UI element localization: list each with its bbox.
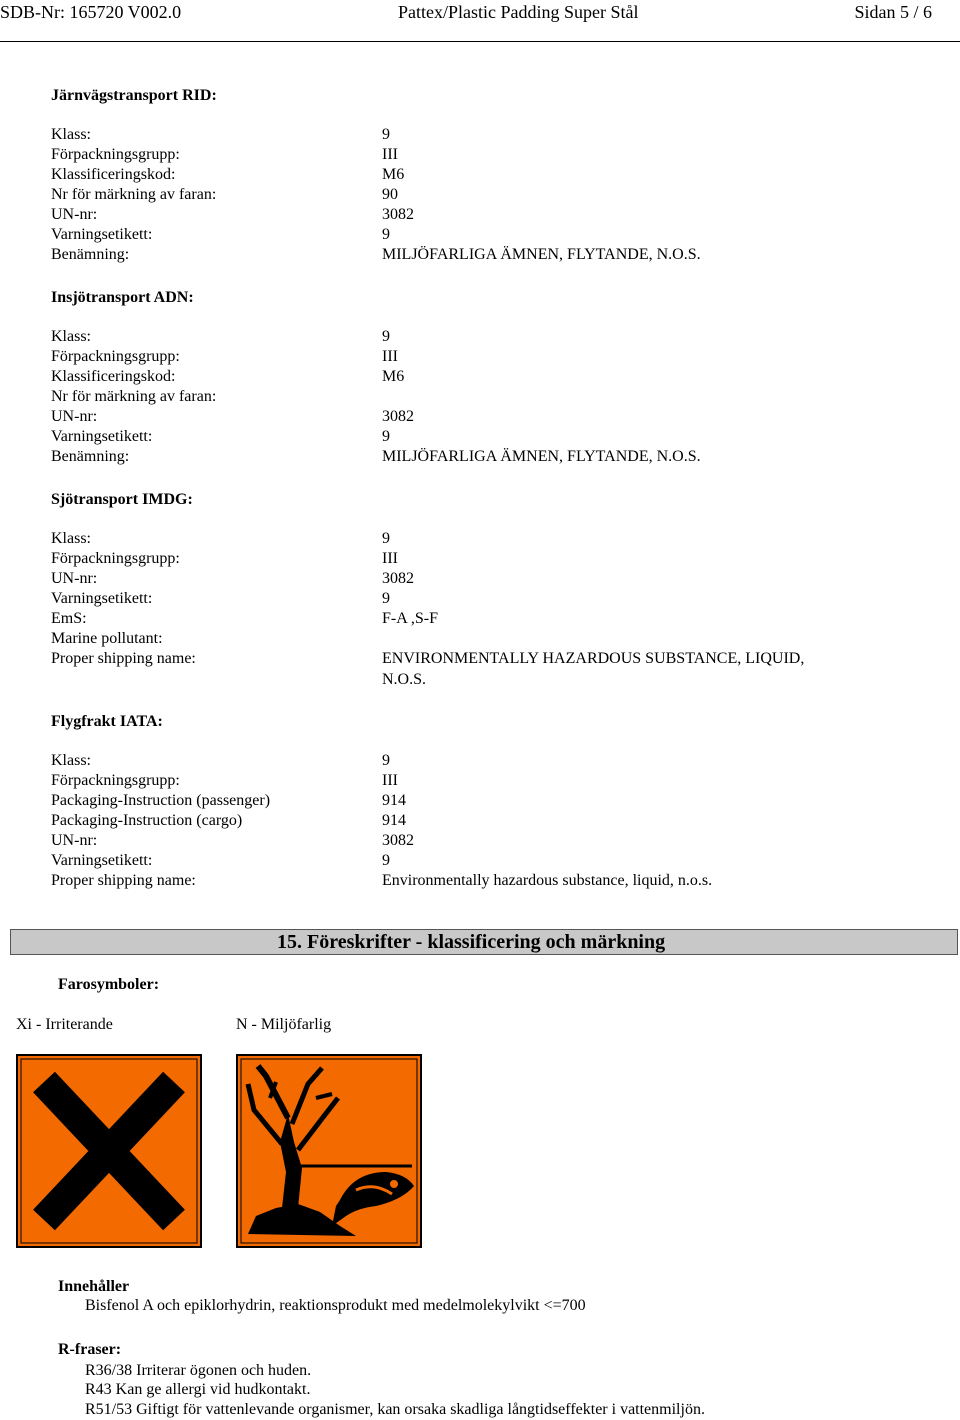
section-15-title: 15. Föreskrifter - klassificering och märkning — [277, 931, 666, 953]
page-number: Sidan 5 / 6 — [854, 2, 932, 22]
row-value: 9 — [382, 530, 390, 547]
imdg-row — [51, 570, 951, 590]
adn-row — [51, 388, 951, 408]
row-value: 9 — [382, 126, 390, 143]
row-value: 9 — [382, 428, 390, 445]
iata-row — [51, 772, 951, 792]
iata-row — [51, 752, 951, 772]
row-label: Packaging-Instruction (passenger) — [51, 792, 271, 809]
row-label: Klass: — [51, 126, 91, 143]
product-name: Pattex/Plastic Padding Super Stål — [398, 2, 639, 22]
imdg-title: Sjötransport IMDG: — [51, 491, 193, 508]
row-value: III — [382, 772, 398, 789]
rid-row — [51, 186, 951, 206]
row-label: Förpackningsgrupp: — [51, 348, 180, 365]
row-value: 3082 — [382, 832, 414, 849]
row-label: Förpackningsgrupp: — [51, 550, 180, 567]
rid-row — [51, 146, 951, 166]
contains-label: Innehåller — [58, 1278, 130, 1295]
row-label: Förpackningsgrupp: — [51, 772, 180, 789]
imdg-row — [51, 530, 951, 550]
irritant-label: Xi - Irriterande — [16, 1016, 113, 1033]
contains-value: Bisfenol A och epiklorhydrin, reaktionsprodukt med medelmolekylvikt <=700 — [85, 1297, 586, 1314]
rid-row — [51, 206, 951, 226]
row-label: Varningsetikett: — [51, 226, 153, 243]
row-label: Nr för märkning av faran: — [51, 186, 217, 203]
r-phrase: R36/38 Irriterar ögonen och huden. — [85, 1362, 312, 1379]
row-label: Benämning: — [51, 246, 130, 263]
document-number: SDB-Nr: 165720 V002.0 — [0, 2, 182, 22]
row-label: Varningsetikett: — [51, 590, 153, 607]
row-value: III — [382, 550, 398, 567]
row-value: 914 — [382, 812, 406, 829]
imdg-row — [51, 610, 951, 630]
row-label: Varningsetikett: — [51, 852, 153, 869]
row-value: 3082 — [382, 570, 414, 587]
row-value: 9 — [382, 590, 390, 607]
environment-hazard-label: N - Miljöfarlig — [236, 1016, 332, 1033]
iata-row — [51, 852, 951, 872]
rid-title: Järnvägstransport RID: — [51, 87, 217, 104]
header-divider — [0, 41, 960, 42]
row-label: UN-nr: — [51, 206, 98, 223]
iata-row — [51, 832, 951, 852]
row-label: Proper shipping name: — [51, 650, 196, 667]
adn-row — [51, 408, 951, 428]
row-value: 90 — [382, 186, 398, 203]
row-label: Klass: — [51, 752, 91, 769]
row-label: Marine pollutant: — [51, 630, 163, 647]
row-label: Benämning: — [51, 448, 130, 465]
row-label: UN-nr: — [51, 408, 98, 425]
row-value: Environmentally hazardous substance, liquid, n.o.s. — [382, 872, 713, 889]
row-label: Förpackningsgrupp: — [51, 146, 180, 163]
row-label: Klass: — [51, 530, 91, 547]
row-value: MILJÖFARLIGA ÄMNEN, FLYTANDE, N.O.S. — [382, 448, 701, 465]
imdg-row — [51, 671, 951, 691]
row-value: III — [382, 146, 398, 163]
row-label: Nr för märkning av faran: — [51, 388, 217, 405]
irritant-cross-icon — [16, 1054, 202, 1248]
adn-row — [51, 348, 951, 368]
imdg-row — [51, 550, 951, 570]
iata-title: Flygfrakt IATA: — [51, 713, 163, 730]
hazard-symbols-label: Farosymboler: — [58, 976, 160, 993]
environment-hazard-icon — [236, 1054, 422, 1248]
rid-row — [51, 166, 951, 186]
row-value: M6 — [382, 166, 405, 183]
imdg-row — [51, 650, 951, 670]
row-label: Packaging-Instruction (cargo) — [51, 812, 243, 829]
row-value: 9 — [382, 752, 390, 769]
iata-row — [51, 872, 951, 892]
row-value: 914 — [382, 792, 406, 809]
r-phrase: R43 Kan ge allergi vid hudkontakt. — [85, 1381, 311, 1398]
row-value: ENVIRONMENTALLY HAZARDOUS SUBSTANCE, LIQUID, — [382, 650, 805, 667]
rid-row — [51, 226, 951, 246]
row-value: 3082 — [382, 408, 414, 425]
row-value: N.O.S. — [382, 671, 427, 688]
row-value: F-A ,S-F — [382, 610, 439, 627]
row-label: Varningsetikett: — [51, 428, 153, 445]
adn-row — [51, 328, 951, 348]
r-phrases-label: R-fraser: — [58, 1341, 122, 1358]
row-label: Klassificeringskod: — [51, 368, 176, 385]
row-label: UN-nr: — [51, 832, 98, 849]
adn-row — [51, 448, 951, 468]
row-value: 9 — [382, 328, 390, 345]
adn-row — [51, 368, 951, 388]
row-value: III — [382, 348, 398, 365]
row-value: 3082 — [382, 206, 414, 223]
imdg-row — [51, 590, 951, 610]
imdg-row — [51, 630, 951, 650]
row-label: Klassificeringskod: — [51, 166, 176, 183]
rid-row — [51, 246, 951, 266]
iata-row — [51, 812, 951, 832]
row-value: 9 — [382, 852, 390, 869]
iata-row — [51, 792, 951, 812]
row-value: MILJÖFARLIGA ÄMNEN, FLYTANDE, N.O.S. — [382, 246, 701, 263]
row-label: Proper shipping name: — [51, 872, 196, 889]
row-label: UN-nr: — [51, 570, 98, 587]
r-phrase: R51/53 Giftigt för vattenlevande organismer, kan orsaka skadliga långtidseffekter i vattenmiljön. — [85, 1401, 705, 1418]
row-label: EmS: — [51, 610, 87, 627]
row-label: Klass: — [51, 328, 91, 345]
adn-title: Insjötransport ADN: — [51, 289, 194, 306]
rid-row — [51, 126, 951, 146]
row-value: M6 — [382, 368, 405, 385]
adn-row — [51, 428, 951, 448]
row-value: 9 — [382, 226, 390, 243]
